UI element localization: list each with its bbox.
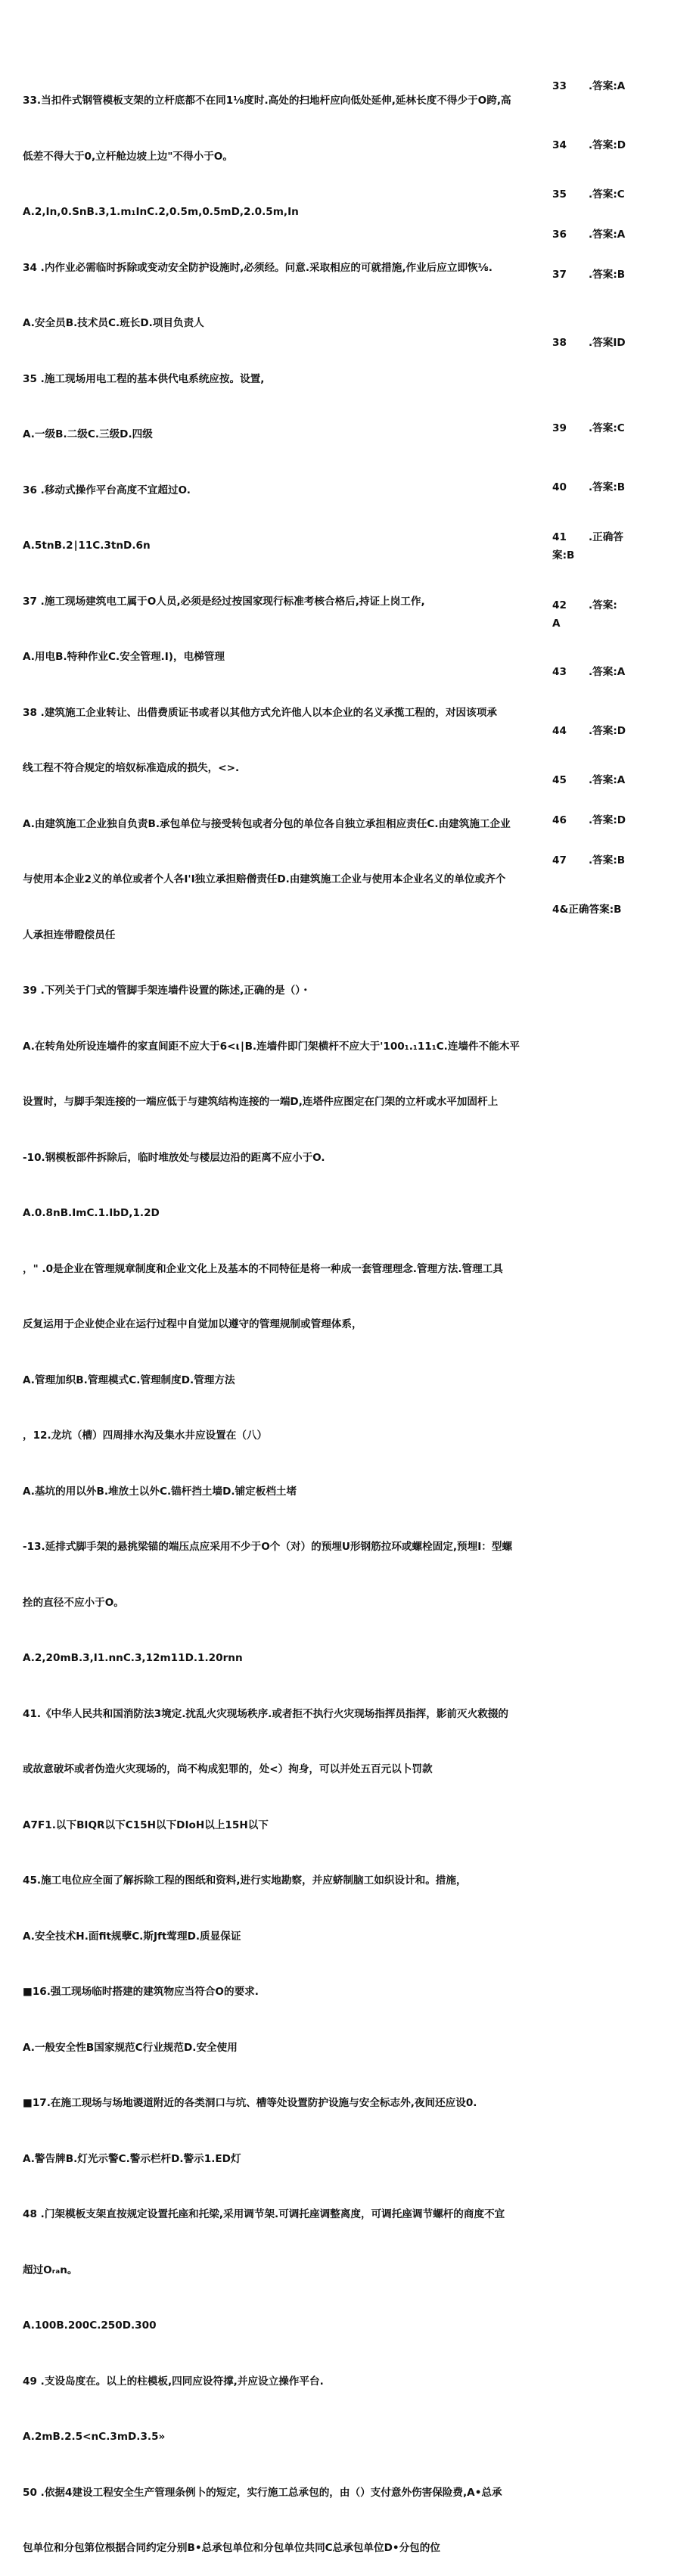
question-line: -10.钢模板部件拆除后，临时堆放处与楼层边沿的距离不应小于O.	[23, 1151, 325, 1164]
answer-item	[552, 419, 625, 437]
answer-text: 4&正确答案:B	[552, 904, 622, 916]
option-line: A.基坑的用以外B.堆放土以外C.锚杆挡土墙D.铺定板档土堵	[23, 1485, 297, 1498]
option-line: A.警告牌B.灯光示警C.警示栏杆D.警示1.ED灯	[23, 2152, 241, 2165]
question-line: 35 .施工现场用电工程的基本供代电系统应按。设置,	[23, 372, 265, 385]
answer-number: 42	[552, 599, 567, 611]
answer-item	[552, 226, 625, 244]
question-line: ■17.在施工现场与场地谡道附近的各类洞口与坑、槽等处设置防护设施与安全标志外,夜间还应设0.	[23, 2097, 477, 2109]
option-line: A.安全技术H.面fit规孽C.斯Jft莺理D.质显保证	[23, 1930, 241, 1943]
answer-text: .答案:B	[589, 481, 626, 493]
answer-item	[552, 811, 626, 829]
option-line: A.在转角处所设连墙件的家直间距不应大于6<ι∣B.连墙件即门架横杆不应大于'100₁.₁11₁C.连墙件不能木平	[23, 1040, 520, 1053]
answer-number: 33	[552, 80, 567, 92]
question-line: 38 .建筑施工企业转让、出借费质证书或者以其他方式允许他人以本企业的名义承揽工程的，对因该项承	[23, 706, 497, 719]
answer-text: .答案:D	[589, 725, 626, 737]
answer-number: 45	[552, 774, 567, 786]
answer-text: .答案:C	[589, 188, 625, 201]
answer-number: 44	[552, 725, 567, 737]
option-line: A.一般安全性B国家规范C行业规范D.安全使用	[23, 2041, 238, 2054]
answer-number: 36	[552, 229, 567, 241]
answer-text: .答案:A	[589, 774, 626, 786]
option-line: A7F1.以下BIQR以下C15H以下DIoH以上15H以下	[23, 1818, 269, 1831]
question-line: 50 .依据4建设工程安全生产管理条例卜的短定，实行施工总承包的，由（）支付意外伤害保险费,A•总承	[23, 2486, 502, 2499]
answer-text: .答案:D	[589, 139, 626, 151]
answer-text: .答案:	[589, 599, 617, 611]
option-line: A.2,In,0.SnB.3,1.m₁InC.2,0.5m,0.5mD,2.0.5m,In	[23, 206, 299, 218]
question-line: ，12.龙坑（槽）四周排水沟及集水井应设置在（八）	[23, 1430, 268, 1442]
answer-text: .答案:D	[589, 814, 626, 826]
option-line: 包单位和分包第位根据合同约定分别B•总承包单位和分包单位共同C总承包单位D•分包的位	[23, 2542, 440, 2554]
answer-item	[552, 851, 625, 870]
answer-text: .答案:B	[589, 269, 626, 281]
question-line: 33.当扣件式钢管模板支架的立杆底都不在同1⅛度时.高处的扫地杆应向低处延伸,延林长度不得少于O跨,高	[23, 95, 511, 107]
answer-number: 39	[552, 422, 567, 434]
answer-item	[552, 77, 625, 95]
answer-text: .答案ID	[589, 337, 626, 349]
question-line: 39 .下列关于门式的管脚手架连墙件设置的陈述,正确的是（）・	[23, 985, 311, 997]
question-line: ，" .0是企业在管理规章制度和企业文化上及基本的不同特征是将一种成一套管理理念.管理方法.管理工具	[23, 1262, 503, 1275]
answer-item	[552, 266, 625, 284]
option-line: A.用电B.特种作业C.安全管理.I)，电梯管理	[23, 651, 225, 663]
question-line: 37 .施工现场建筑电工属于O人员,必须是经过按国家现行标准考核合格后,持证上岗工作,	[23, 595, 425, 608]
question-line: ■16.强工现场临时搭建的建筑物应当符合O的要求.	[23, 1986, 259, 1998]
answer-item	[552, 722, 626, 740]
option-line: A.管理加织B.管理模式C.管理制度D.管理方法	[23, 1374, 235, 1386]
answer-item	[552, 596, 617, 633]
question-line: 拴的直径不应小于O。	[23, 1596, 124, 1609]
question-line: 41.《中华人民共和国消防法3境定.扰乱火灾现场秩序.或者拒不执行火灾现场指挥员指挥，影前灭火救掇的	[23, 1707, 508, 1720]
option-line: A.5tnB.2∣11C.3tnD.6n	[23, 540, 151, 552]
question-line: 线工程不符合规定的培奴标准造成的损失，<>.	[23, 762, 240, 774]
answer-item	[552, 478, 625, 496]
option-line: 人承担连带瞪偿员任	[23, 929, 116, 941]
question-line: 反复运用于企业使企业在运行过程中自觉加以遵守的管理规制或管理体系，	[23, 1318, 362, 1330]
answer-number: 35	[552, 188, 567, 201]
answer-number: 41	[552, 531, 567, 543]
question-line: -13.延排式脚手架的悬挑梁锚的端压点应采用不少于O个（对）的预埋U形钢筋拉环或螺栓固定,预埋I：型螺	[23, 1541, 513, 1553]
answer-number: 43	[552, 666, 567, 678]
question-line: 36 .移动式操作平台高度不宜超过O.	[23, 484, 191, 496]
answer-number: 34	[552, 139, 567, 151]
answer-item	[552, 771, 625, 789]
option-line: A.0.8nB.ImC.1.IbD,1.2D	[23, 1207, 160, 1219]
answer-item	[552, 334, 626, 352]
question-line: 48 .门架模板支架直按规定设置托座和托梁,采用调节架.可调托座调整离度，可调托座调节螺杆的商度不宜	[23, 2208, 505, 2220]
answer-text: .答案:A	[589, 229, 626, 241]
option-line: A.安全员B.技术员C.班长D.项目负责人	[23, 317, 204, 329]
answer-number: 38	[552, 337, 567, 349]
option-line: A.由建筑施工企业独自负责B.承包单位与接受转包或者分包的单位各自独立承担相应责任C.由建筑施工企业	[23, 817, 511, 830]
answer-text-continued: 案:B	[552, 549, 575, 562]
answer-text: .答案:C	[589, 422, 625, 434]
answer-text: .答案:A	[589, 80, 626, 92]
question-line: 45.施工电位应全面了解拆除工程的图纸和资料,进行实地勘察，并应蛴制脑工如织设计和。措施，	[23, 1874, 467, 1887]
question-line: 或故意破坏或者伪造火灾现场的，尚不构成犯罪的，处<）拘身，可以并处五百元以卜罚款	[23, 1763, 433, 1775]
question-line: 34 .内作业必需临时拆除或变动安全防护设施时,必须经。问意.采取相应的可就措施,作业后应立即恢⅛.	[23, 261, 492, 274]
answer-item-cut	[552, 901, 622, 916]
answer-item	[552, 528, 623, 565]
answer-item	[552, 136, 626, 154]
question-line: 超过Oᵣₐn。	[23, 2263, 78, 2276]
question-block	[23, 54, 545, 2576]
answer-number: 40	[552, 481, 567, 493]
answer-text: .答案:A	[589, 666, 626, 678]
answer-number: 46	[552, 814, 567, 826]
answer-text: .正确答	[589, 531, 623, 543]
answer-number: 47	[552, 854, 567, 866]
question-line: 低差不得大于0,立杆舱边坡上边"不得小于O。	[23, 150, 233, 163]
option-line: A.2mB.2.5<nC.3mD.3.5»	[23, 2431, 166, 2443]
option-line: A.2,20mB.3,I1.nnC.3,12m11D.1.20rnn	[23, 1652, 243, 1664]
answer-text-continued: A	[552, 618, 561, 630]
option-line: A.一级B.二级C.三级D.四级	[23, 428, 153, 440]
option-line: 与使用本企业2义的单位或者个人各I'I独立承担赔僧责任D.由建筑施工企业与使用本企业名义的单位或齐个	[23, 873, 506, 885]
question-line: 49 .支设岛度在。以上的柱模板,四同应设符撑,并应设立操作平台.	[23, 2375, 324, 2388]
answer-text: .答案:B	[589, 854, 626, 866]
option-line: A.100B.200C.250D.300	[23, 2319, 157, 2332]
option-line: 设置时，与脚手架连接的一端应低于与建筑结构连接的一端D,连塔件应图定在门架的立杆或水平加固杆上	[23, 1096, 499, 1108]
answer-item	[552, 663, 625, 681]
answer-number: 37	[552, 269, 567, 281]
answer-item	[552, 185, 625, 204]
